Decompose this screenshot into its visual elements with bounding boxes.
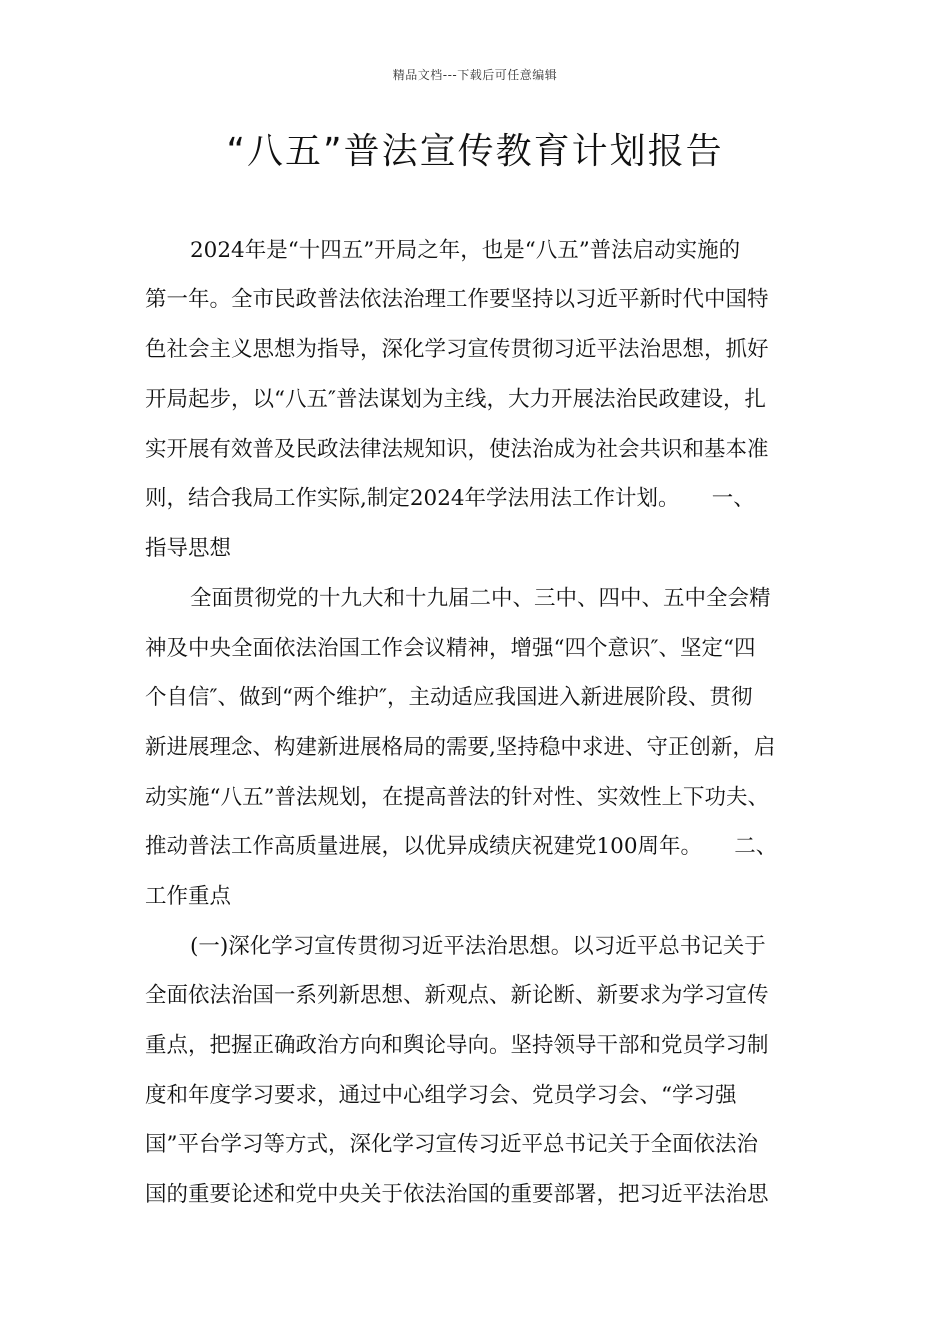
body-line: 第一年。全市民政普法依法治理工作要坚持以习近平新时代中国特 <box>145 287 769 312</box>
body-line: 个自信″、做到“两个维护″，主动适应我国进入新进展阶段、贯彻 <box>145 685 753 710</box>
body-line: (一)深化学习宣传贯彻习近平法治思想。以习近平总书记关于 <box>190 934 766 959</box>
body-line: 实开展有效普及民政法律法规知识，使法治成为社会共识和基本准 <box>145 437 769 462</box>
body-line: 国”平台学习等方式，深化学习宣传习近平总书记关于全面依法治 <box>145 1132 758 1157</box>
body-line: 动实施“八五”普法规划，在提高普法的针对性、实效性上下功夫、 <box>145 785 769 810</box>
body-line: 度和年度学习要求，通过中心组学习会、党员学习会、“学习强 <box>145 1083 737 1108</box>
body-line: 重点，把握正确政治方向和舆论导向。坚持领导干部和党员学习制 <box>145 1033 769 1058</box>
body-line: 新进展理念、构建新进展格局的需要,坚持稳中求进、守正创新，启 <box>145 735 776 760</box>
body-line: 色社会主义思想为指导，深化学习宣传贯彻习近平法治思想，抓好 <box>145 337 769 362</box>
body-line: 开局起步，以“八五″普法谋划为主线，大力开展法治民政建设，扎 <box>145 387 767 412</box>
section-heading: 工作重点 <box>145 884 232 909</box>
document-title: “八五”普法宣传教育计划报告 <box>226 131 724 172</box>
body-line: 2024年是“十四五”开局之年，也是“八五”普法启动实施的 <box>190 238 741 263</box>
body-line: 神及中央全面依法治国工作会议精神，增强“四个意识″、坚定“四 <box>145 636 756 661</box>
body-line: 国的重要论述和党中央关于依法治国的重要部署，把习近平法治思 <box>145 1182 769 1207</box>
body-line: 则，结合我局工作实际,制定2024年学法用法工作计划。 一、 <box>145 486 755 511</box>
body-line: 全面依法治国一系列新思想、新观点、新论断、新要求为学习宣传 <box>145 983 769 1008</box>
header-note: 精品文档---下载后可任意编辑 <box>392 68 558 82</box>
section-heading: 指导思想 <box>145 536 232 561</box>
body-line: 全面贯彻党的十九大和十九届二中、三中、四中、五中全会精 <box>190 586 771 611</box>
body-line: 推动普法工作高质量进展，以优异成绩庆祝建党100周年。 二、 <box>145 834 778 859</box>
